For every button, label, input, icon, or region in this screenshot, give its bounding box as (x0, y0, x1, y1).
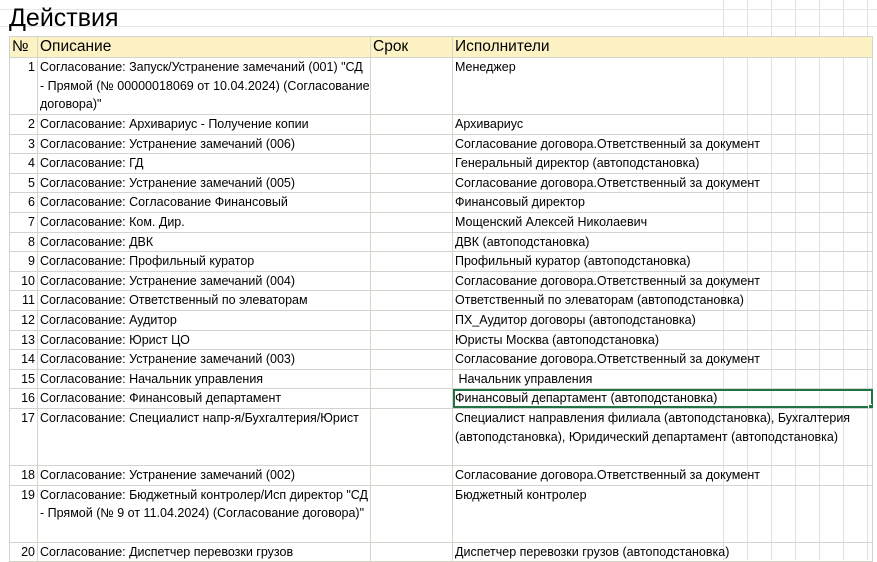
row-deadline[interactable] (371, 115, 453, 135)
row-num[interactable]: 13 (10, 330, 38, 350)
row-num[interactable]: 19 (10, 485, 38, 542)
row-deadline[interactable] (371, 330, 453, 350)
row-num[interactable]: 12 (10, 310, 38, 330)
row-executors[interactable]: Юристы Москва (автоподстановка) (453, 330, 873, 350)
row-description[interactable]: Согласование: Диспетчер перевозки грузов (38, 542, 371, 562)
row-description[interactable]: Согласование: Аудитор (38, 310, 371, 330)
row-description[interactable]: Согласование: Устранение замечаний (005) (38, 173, 371, 193)
row-description[interactable]: Согласование: Финансовый департамент (38, 389, 371, 409)
row-executors[interactable]: Архивариус (453, 115, 873, 135)
table-row[interactable] (10, 291, 873, 311)
page-title: Действия (9, 4, 119, 32)
row-deadline[interactable] (371, 291, 453, 311)
table-row[interactable] (10, 271, 873, 291)
row-executors[interactable]: Генеральный директор (автоподстановка) (453, 154, 873, 174)
row-deadline[interactable] (371, 369, 453, 389)
row-description[interactable]: Согласование: Ответственный по элеваторам (38, 291, 371, 311)
row-deadline[interactable] (371, 485, 453, 542)
row-executors[interactable]: Менеджер (453, 58, 873, 115)
row-deadline[interactable] (371, 232, 453, 252)
table-row[interactable] (10, 310, 873, 330)
row-num[interactable]: 15 (10, 369, 38, 389)
row-description[interactable]: Согласование: Запуск/Устранение замечаний (001) "СД - Прямой (№ 00000018069 от 10.04.2024) (Согласование договора)" (38, 58, 371, 115)
row-deadline[interactable] (371, 252, 453, 272)
row-deadline[interactable] (371, 193, 453, 213)
row-deadline[interactable] (371, 134, 453, 154)
row-description[interactable]: Согласование: ГД (38, 154, 371, 174)
row-description[interactable]: Согласование: Бюджетный контролер/Исп директор "СД - Прямой (№ 9 от 11.04.2024) (Согласование договора)" (38, 485, 371, 542)
row-executors[interactable]: Начальник управления (453, 369, 873, 389)
actions-table (9, 36, 873, 562)
row-executors[interactable]: Согласование договора.Ответственный за документ (453, 134, 873, 154)
row-description[interactable]: Согласование: Профильный куратор (38, 252, 371, 272)
row-num[interactable]: 10 (10, 271, 38, 291)
row-description[interactable]: Согласование: Начальник управления (38, 369, 371, 389)
table-row[interactable] (10, 212, 873, 232)
row-deadline[interactable] (371, 58, 453, 115)
row-executors[interactable]: Профильный куратор (автоподстановка) (453, 252, 873, 272)
row-executors[interactable]: Ответственный по элеваторам (автоподстановка) (453, 291, 873, 311)
header-row (10, 37, 873, 58)
row-num[interactable]: 3 (10, 134, 38, 154)
row-deadline[interactable] (371, 212, 453, 232)
table-row[interactable] (10, 134, 873, 154)
row-num[interactable]: 18 (10, 465, 38, 485)
row-description[interactable]: Согласование: Согласование Финансовый (38, 193, 371, 213)
table-row[interactable] (10, 58, 873, 115)
table-row[interactable] (10, 369, 873, 389)
row-description[interactable]: Согласование: Специалист напр-я/Бухгалтерия/Юрист (38, 408, 371, 465)
row-executors[interactable]: Финансовый директор (453, 193, 873, 213)
row-deadline[interactable] (371, 408, 453, 465)
table-row[interactable] (10, 542, 873, 562)
row-num[interactable]: 7 (10, 212, 38, 232)
row-executors[interactable]: Бюджетный контролер (453, 485, 873, 542)
table-row[interactable] (10, 330, 873, 350)
row-num[interactable]: 6 (10, 193, 38, 213)
row-executors[interactable]: Специалист направления филиала (автоподстановка), Бухгалтерия (автоподстановка), Юридический департамент (автоподстановка) (453, 408, 873, 465)
row-executors[interactable]: Согласование договора.Ответственный за документ (453, 350, 873, 370)
row-deadline[interactable] (371, 465, 453, 485)
table-row[interactable] (10, 389, 873, 409)
header-deadline[interactable]: Срок (371, 37, 453, 58)
table-row[interactable] (10, 350, 873, 370)
row-executors[interactable]: Диспетчер перевозки грузов (автоподстановка) (453, 542, 873, 562)
table-row[interactable] (10, 232, 873, 252)
row-deadline[interactable] (371, 154, 453, 174)
row-num[interactable]: 9 (10, 252, 38, 272)
header-description[interactable]: Описание (38, 37, 371, 58)
row-description[interactable]: Согласование: Юрист ЦО (38, 330, 371, 350)
table-row[interactable] (10, 115, 873, 135)
row-executors[interactable]: Согласование договора.Ответственный за документ (453, 465, 873, 485)
header-executors[interactable]: Исполнители (453, 37, 873, 58)
row-deadline[interactable] (371, 389, 453, 409)
row-num[interactable]: 2 (10, 115, 38, 135)
fill-handle[interactable] (868, 404, 873, 409)
row-num[interactable]: 16 (10, 389, 38, 409)
row-description[interactable]: Согласование: Устранение замечаний (004) (38, 271, 371, 291)
table-row[interactable] (10, 193, 873, 213)
row-num[interactable]: 20 (10, 542, 38, 562)
row-description[interactable]: Согласование: Устранение замечаний (002) (38, 465, 371, 485)
row-num[interactable]: 14 (10, 350, 38, 370)
row-description[interactable]: Согласование: ДВК (38, 232, 371, 252)
table-row[interactable] (10, 465, 873, 485)
header-num[interactable]: № (10, 37, 38, 58)
row-executors[interactable]: ПХ_Аудитор договоры (автоподстановка) (453, 310, 873, 330)
row-executors[interactable]: Согласование договора.Ответственный за документ (453, 173, 873, 193)
table-row[interactable] (10, 173, 873, 193)
table-row[interactable] (10, 154, 873, 174)
selected-cell[interactable] (453, 389, 873, 409)
row-description[interactable]: Согласование: Устранение замечаний (003) (38, 350, 371, 370)
row-deadline[interactable] (371, 310, 453, 330)
row-num[interactable]: 8 (10, 232, 38, 252)
row-num[interactable]: 1 (10, 58, 38, 115)
table-row[interactable] (10, 252, 873, 272)
row-executors: Финансовый департамент (автоподстановка) (455, 391, 718, 406)
row-num[interactable]: 11 (10, 291, 38, 311)
table-row[interactable] (10, 408, 873, 465)
row-deadline[interactable] (371, 173, 453, 193)
row-num[interactable]: 5 (10, 173, 38, 193)
row-deadline[interactable] (371, 271, 453, 291)
row-description[interactable]: Согласование: Архивариус - Получение копии (38, 115, 371, 135)
table-row[interactable] (10, 485, 873, 542)
row-deadline[interactable] (371, 542, 453, 562)
row-executors[interactable]: Согласование договора.Ответственный за документ (453, 271, 873, 291)
row-num[interactable]: 17 (10, 408, 38, 465)
row-description[interactable]: Согласование: Ком. Дир. (38, 212, 371, 232)
row-deadline[interactable] (371, 350, 453, 370)
row-num[interactable]: 4 (10, 154, 38, 174)
row-executors[interactable]: ДВК (автоподстановка) (453, 232, 873, 252)
row-description[interactable]: Согласование: Устранение замечаний (006) (38, 134, 371, 154)
row-executors[interactable]: Мощенский Алексей Николаевич (453, 212, 873, 232)
